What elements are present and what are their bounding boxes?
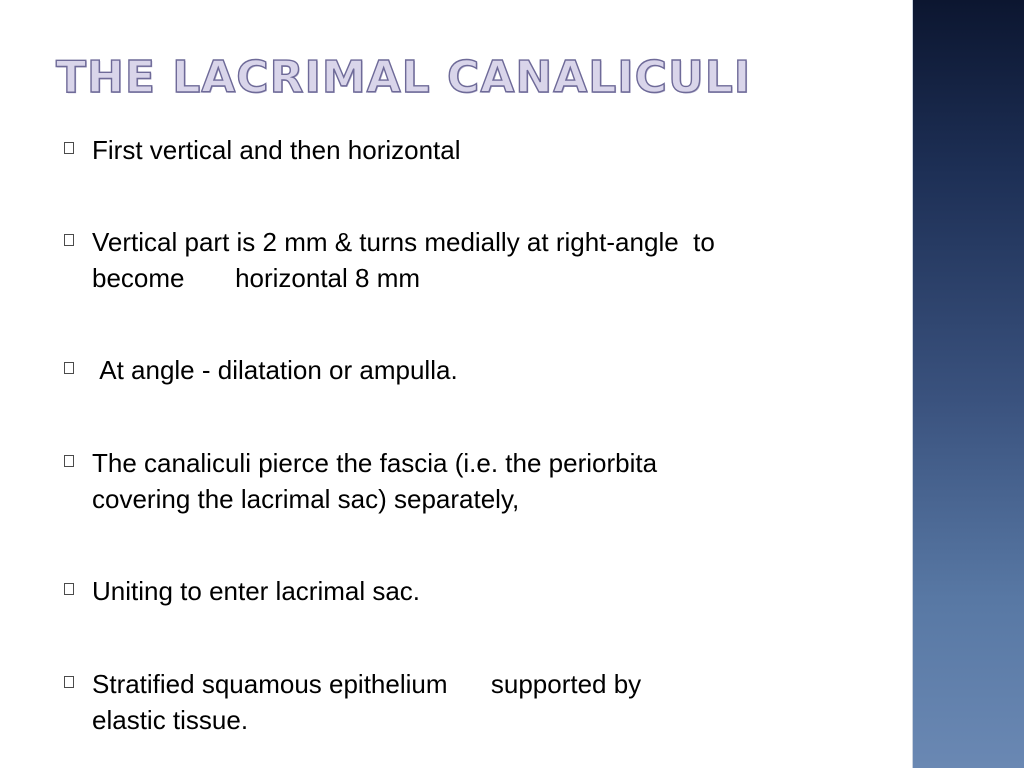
square-bullet-icon (64, 583, 74, 595)
square-bullet-icon (64, 234, 74, 246)
square-bullet-icon (64, 142, 74, 154)
list-item (64, 224, 854, 296)
slide-title: THE LACRIMAL CANALICULI (56, 52, 752, 103)
square-bullet-icon (64, 676, 74, 688)
list-item (64, 132, 854, 168)
square-bullet-icon (64, 455, 74, 467)
decorative-side-panel (912, 0, 1024, 768)
bullet-text: At angle - dilatation or ampulla. (92, 355, 458, 385)
bullet-text: Stratified squamous epithelium supported by elastic tissue. (92, 669, 642, 735)
bullet-text: Uniting to enter lacrimal sac. (92, 576, 421, 606)
list-item (64, 666, 854, 738)
list-item (64, 445, 854, 517)
bullet-text: First vertical and then horizontal (92, 135, 461, 165)
list-item (64, 573, 854, 609)
square-bullet-icon (64, 362, 74, 374)
bullet-text: The canaliculi pierce the fascia (i.e. the periorbita covering the lacrimal sac) separately, (92, 448, 658, 514)
bullet-text: Vertical part is 2 mm & turns medially at right-angle to become horizontal 8 mm (92, 227, 715, 293)
list-item (64, 352, 854, 388)
